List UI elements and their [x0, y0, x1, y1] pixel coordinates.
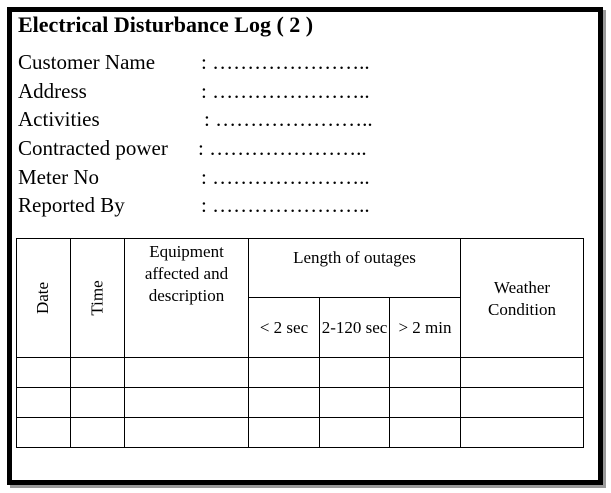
table-cell[interactable]: [71, 358, 125, 388]
table-cell[interactable]: [320, 388, 390, 418]
field-label: Address: [18, 79, 87, 103]
header-weather-condition: Weather Condition: [461, 239, 584, 358]
table-cell[interactable]: [71, 418, 125, 448]
header-time-label: Time: [87, 280, 107, 316]
table-cell[interactable]: [390, 358, 461, 388]
header-under-2-sec: < 2 sec: [249, 298, 320, 358]
table-cell[interactable]: [461, 388, 584, 418]
field-value[interactable]: : …………………..: [201, 165, 370, 189]
table-cell[interactable]: [125, 418, 249, 448]
field-value[interactable]: : …………………..: [201, 50, 370, 74]
table-cell[interactable]: [125, 358, 249, 388]
field-label: Customer Name: [18, 50, 156, 74]
table-cell[interactable]: [17, 358, 71, 388]
table-row: [17, 388, 584, 418]
table-cell[interactable]: [17, 418, 71, 448]
table-cell[interactable]: [320, 358, 390, 388]
field-value[interactable]: : …………………..: [204, 107, 373, 131]
table-cell[interactable]: [125, 388, 249, 418]
header-date-label: Date: [33, 281, 53, 315]
table-cell[interactable]: [249, 418, 320, 448]
header-date: [17, 239, 71, 358]
table-cell[interactable]: [71, 388, 125, 418]
table-cell[interactable]: [390, 388, 461, 418]
header-time: [71, 239, 125, 358]
table-row: [17, 358, 584, 388]
header-length-of-outages: Length of outages: [249, 239, 461, 298]
header-over-2-min: > 2 min: [390, 298, 461, 358]
table-cell[interactable]: [249, 358, 320, 388]
table-cell[interactable]: [390, 418, 461, 448]
field-value[interactable]: : …………………..: [201, 193, 370, 217]
header-equipment: Equipment affected and description: [125, 239, 249, 358]
disturbance-log-table: [16, 238, 584, 448]
table-cell[interactable]: [249, 388, 320, 418]
field-label: Contracted power: [18, 136, 168, 160]
table-row: [17, 418, 584, 448]
header-2-120-sec: 2-120 sec: [320, 298, 390, 358]
form-title: Electrical Disturbance Log ( 2 ): [18, 12, 314, 37]
table-cell[interactable]: [17, 388, 71, 418]
field-value[interactable]: : …………………..: [201, 79, 370, 103]
table-cell[interactable]: [320, 418, 390, 448]
field-label: Meter No: [18, 165, 100, 189]
field-value[interactable]: : …………………..: [198, 136, 367, 160]
table-cell[interactable]: [461, 358, 584, 388]
field-label: Reported By: [18, 193, 125, 217]
table-cell[interactable]: [461, 418, 584, 448]
field-label: Activities: [18, 107, 100, 131]
